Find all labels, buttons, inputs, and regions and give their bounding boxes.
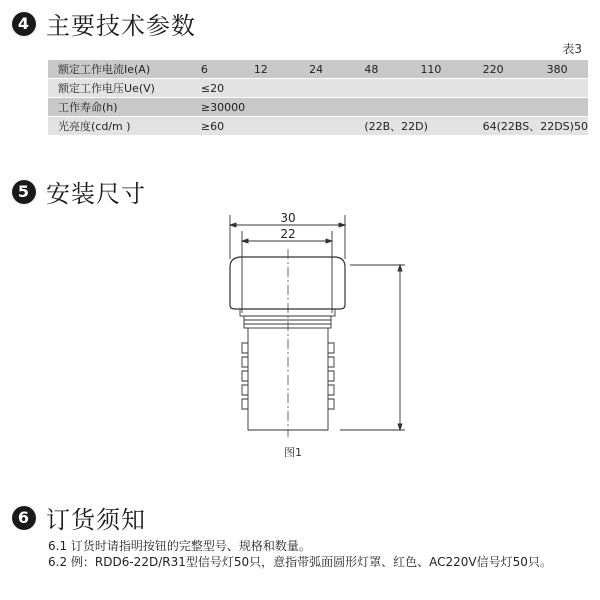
row-header: 额定工作电流Ie(A) xyxy=(48,60,195,79)
section-title-text: 主要技术参数 xyxy=(46,12,196,40)
ordering-notes xyxy=(48,538,588,570)
ordering-note: 6.2 例：RDD6-22D/R31型信号灯50只，意指带弧面圆形灯罩、红色、AC220V信号灯50只。 xyxy=(48,555,552,569)
table-cell: 24 xyxy=(303,60,358,79)
table-row xyxy=(48,117,588,136)
section-title-text: 安装尺寸 xyxy=(46,180,146,208)
figure-caption: 图1 xyxy=(284,446,302,459)
section-number-badge: 4 xyxy=(12,12,36,36)
table-cell: 110 xyxy=(414,60,476,79)
table-cell: ≤20 xyxy=(195,79,588,98)
table-cell: ≥60 xyxy=(195,117,358,136)
section-title-ordering xyxy=(12,500,146,535)
table-row xyxy=(48,98,588,117)
table-cell: 64(22BS、22DS)50 xyxy=(477,117,588,136)
section-number-badge: 6 xyxy=(12,506,36,530)
table-cell: 6 xyxy=(195,60,248,79)
dimension-inner-label: 22 xyxy=(280,227,296,241)
dimension-drawing xyxy=(200,205,420,445)
row-header: 工作寿命(h) xyxy=(48,98,195,117)
section-number-badge: 5 xyxy=(12,180,36,204)
spec-table xyxy=(48,60,588,136)
table-label: 表3 xyxy=(562,42,582,56)
section-title-text: 订货须知 xyxy=(46,506,146,534)
table-cell: 380 xyxy=(541,60,588,79)
table-cell: (22B、22D) xyxy=(358,117,476,136)
table-row xyxy=(48,79,588,98)
table-cell: 48 xyxy=(358,60,414,79)
table-cell: ≥30000 xyxy=(195,98,588,117)
table-row xyxy=(48,60,588,79)
dimension-outer-label: 30 xyxy=(280,211,296,225)
section-title-tech xyxy=(12,6,196,41)
row-header: 光亮度(cd/m ) xyxy=(48,117,195,136)
ordering-note: 6.1 订货时请指明按钮的完整型号、规格和数量。 xyxy=(48,539,311,553)
section-title-dimensions xyxy=(12,174,146,209)
table-cell: 220 xyxy=(477,60,541,79)
row-header: 额定工作电压Ue(V) xyxy=(48,79,195,98)
table-cell: 12 xyxy=(248,60,303,79)
